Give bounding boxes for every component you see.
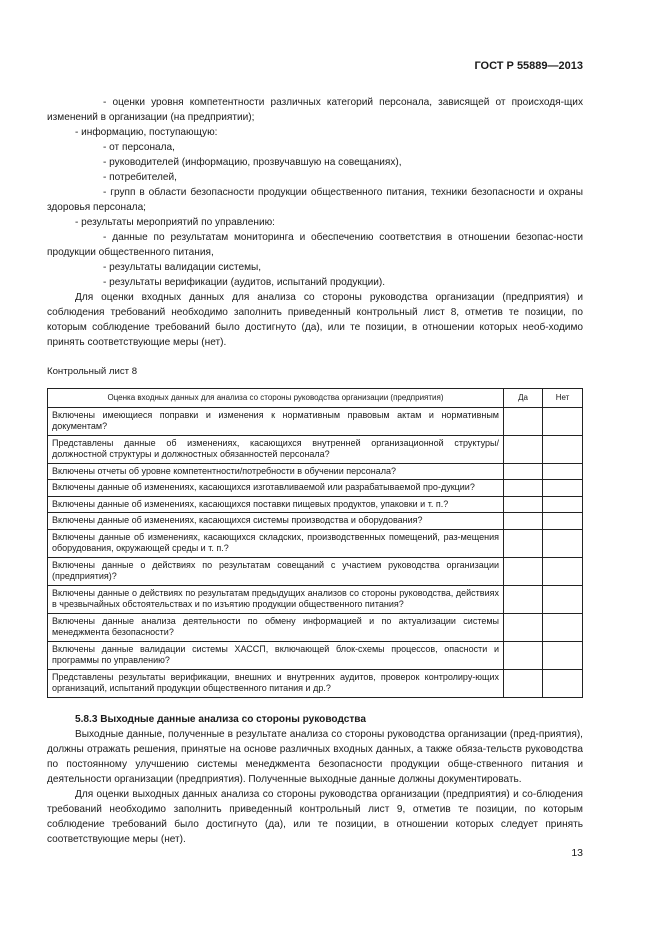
checklist-question: Включены данные анализа деятельности по обмену информацией и по актуализации системы менеджмента безопасности? xyxy=(48,613,504,641)
table-row xyxy=(48,496,583,513)
no-cell[interactable] xyxy=(543,669,583,697)
checklist-question: Включены данные об изменениях, касающихся изготавливаемой или разрабатываемой про-дукции? xyxy=(48,480,504,497)
column-header-yes: Да xyxy=(504,389,543,408)
table-row xyxy=(48,641,583,669)
yes-cell[interactable] xyxy=(504,557,543,585)
yes-cell[interactable] xyxy=(504,613,543,641)
list-item: - групп в области безопасности продукции общественного питания, техники безопасности и охраны здоровья персонала; xyxy=(47,187,583,213)
list-item: - результаты валидации системы, xyxy=(103,262,262,273)
list-item: - оценки уровня компетентности различных категорий персонала, зависящей от происходя-щих изменений в организации (на предприятии); xyxy=(47,97,583,123)
yes-cell[interactable] xyxy=(504,435,543,463)
table-row xyxy=(48,463,583,480)
table-row xyxy=(48,557,583,585)
table-row xyxy=(48,613,583,641)
no-cell[interactable] xyxy=(543,480,583,497)
table-row xyxy=(48,669,583,697)
checklist-caption: Контрольный лист 8 xyxy=(47,366,138,377)
list-item: - информацию, поступающую: xyxy=(75,127,218,138)
checklist-table xyxy=(47,388,583,698)
body-text xyxy=(47,95,583,847)
checklist-question: Включены данные о действиях по результатам предыдущих анализов со стороны руководства, действиях в чрезвычайных обстоятельствах и по изъятию продукции общественного питания? xyxy=(48,585,504,613)
table-row xyxy=(48,480,583,497)
checklist-question: Включены данные валидации системы ХАССП, включающей блок-схемы процессов, опасности и программы по управлению? xyxy=(48,641,504,669)
list-item: - от персонала, xyxy=(103,142,175,153)
yes-cell[interactable] xyxy=(504,585,543,613)
checklist-question: Представлены данные об изменениях, касающихся внутренней организационной структуры/ должностной структуры и должностных обязанностей персонала? xyxy=(48,435,504,463)
paragraph: Выходные данные, полученные в результате анализа со стороны руководства организации (пред-приятия), должны отражать решения, принятые на основе различных входных данных, а также обяза-тельств руководства по постоянному улучшению системы менеджмента безопасности продукции обще-ственного питания и деятельности организации (предприятия). Полученные выходные данные должны документировать. xyxy=(47,728,583,785)
no-cell[interactable] xyxy=(543,585,583,613)
list-item: - потребителей, xyxy=(103,172,177,183)
yes-cell[interactable] xyxy=(504,407,543,435)
yes-cell[interactable] xyxy=(504,529,543,557)
table-row xyxy=(48,529,583,557)
yes-cell[interactable] xyxy=(504,463,543,480)
table-row xyxy=(48,585,583,613)
paragraph: Для оценки входных данных для анализа со стороны руководства организации (предприятия) и соблюдения требований необходимо заполнить приведенный контрольный лист 8, отметив те позиции, по которым соблюдение требований было достигнуто (да), или те позиции, в отношении которых необ-ходимо принять соответствующие меры (нет). xyxy=(47,292,583,348)
yes-cell[interactable] xyxy=(504,513,543,530)
checklist-question: Включены данные о действиях по результатам совещаний с участием руководства организации (предприятия)? xyxy=(48,557,504,585)
yes-cell[interactable] xyxy=(504,496,543,513)
list-item: - данные по результатам мониторинга и обеспечению соответствия в отношении безопас-ности продукции общественного питания, xyxy=(47,232,583,258)
section-title: 5.8.3 Выходные данные анализа со стороны руководства xyxy=(75,713,366,725)
no-cell[interactable] xyxy=(543,557,583,585)
yes-cell[interactable] xyxy=(504,669,543,697)
no-cell[interactable] xyxy=(543,463,583,480)
no-cell[interactable] xyxy=(543,641,583,669)
no-cell[interactable] xyxy=(543,407,583,435)
checklist-question: Включены данные об изменениях, касающихся складских, производственных помещений, раз-мещения оборудования, окружающей среды и т. п.? xyxy=(48,529,504,557)
no-cell[interactable] xyxy=(543,613,583,641)
list-item: - результаты мероприятий по управлению: xyxy=(75,217,275,228)
table-row xyxy=(48,435,583,463)
checklist-question: Включены данные об изменениях, касающихся поставки пищевых продуктов, упаковки и т. п.? xyxy=(48,496,504,513)
column-header-assessment: Оценка входных данных для анализа со стороны руководства организации (предприятия) xyxy=(48,389,504,408)
column-header-no: Нет xyxy=(543,389,583,408)
yes-cell[interactable] xyxy=(504,641,543,669)
checklist-question: Представлены результаты верификации, внешних и внутренних аудитов, проверок контролиру-ющих организаций, испытаний продукции общественного питания и др.? xyxy=(48,669,504,697)
list-item: - руководителей (информацию, прозвучавшую на совещаниях), xyxy=(103,157,402,168)
checklist-question: Включены отчеты об уровне компетентности/потребности в обучении персонала? xyxy=(48,463,504,480)
no-cell[interactable] xyxy=(543,513,583,530)
no-cell[interactable] xyxy=(543,496,583,513)
table-row xyxy=(48,407,583,435)
page-number: 13 xyxy=(571,847,583,859)
paragraph: Для оценки выходных данных анализа со стороны руководства организации (предприятия) и со-блюдения требований необходимо заполнить приведенный контрольный лист 9, отметив те позиции, по которым соблюдение требований было достигнуто (да), или те позиции, в отношении которых следует принять соответствующие меры (нет). xyxy=(47,788,583,845)
table-row xyxy=(48,513,583,530)
list-item: - результаты верификации (аудитов, испытаний продукции). xyxy=(103,277,386,288)
checklist-question: Включены имеющиеся поправки и изменения к нормативным правовым актам и нормативным документам? xyxy=(48,407,504,435)
no-cell[interactable] xyxy=(543,529,583,557)
no-cell[interactable] xyxy=(543,435,583,463)
table-header-row xyxy=(48,389,583,408)
standard-header: ГОСТ Р 55889—2013 xyxy=(474,60,583,72)
yes-cell[interactable] xyxy=(504,480,543,497)
checklist-question: Включены данные об изменениях, касающихся системы производства и оборудования? xyxy=(48,513,504,530)
